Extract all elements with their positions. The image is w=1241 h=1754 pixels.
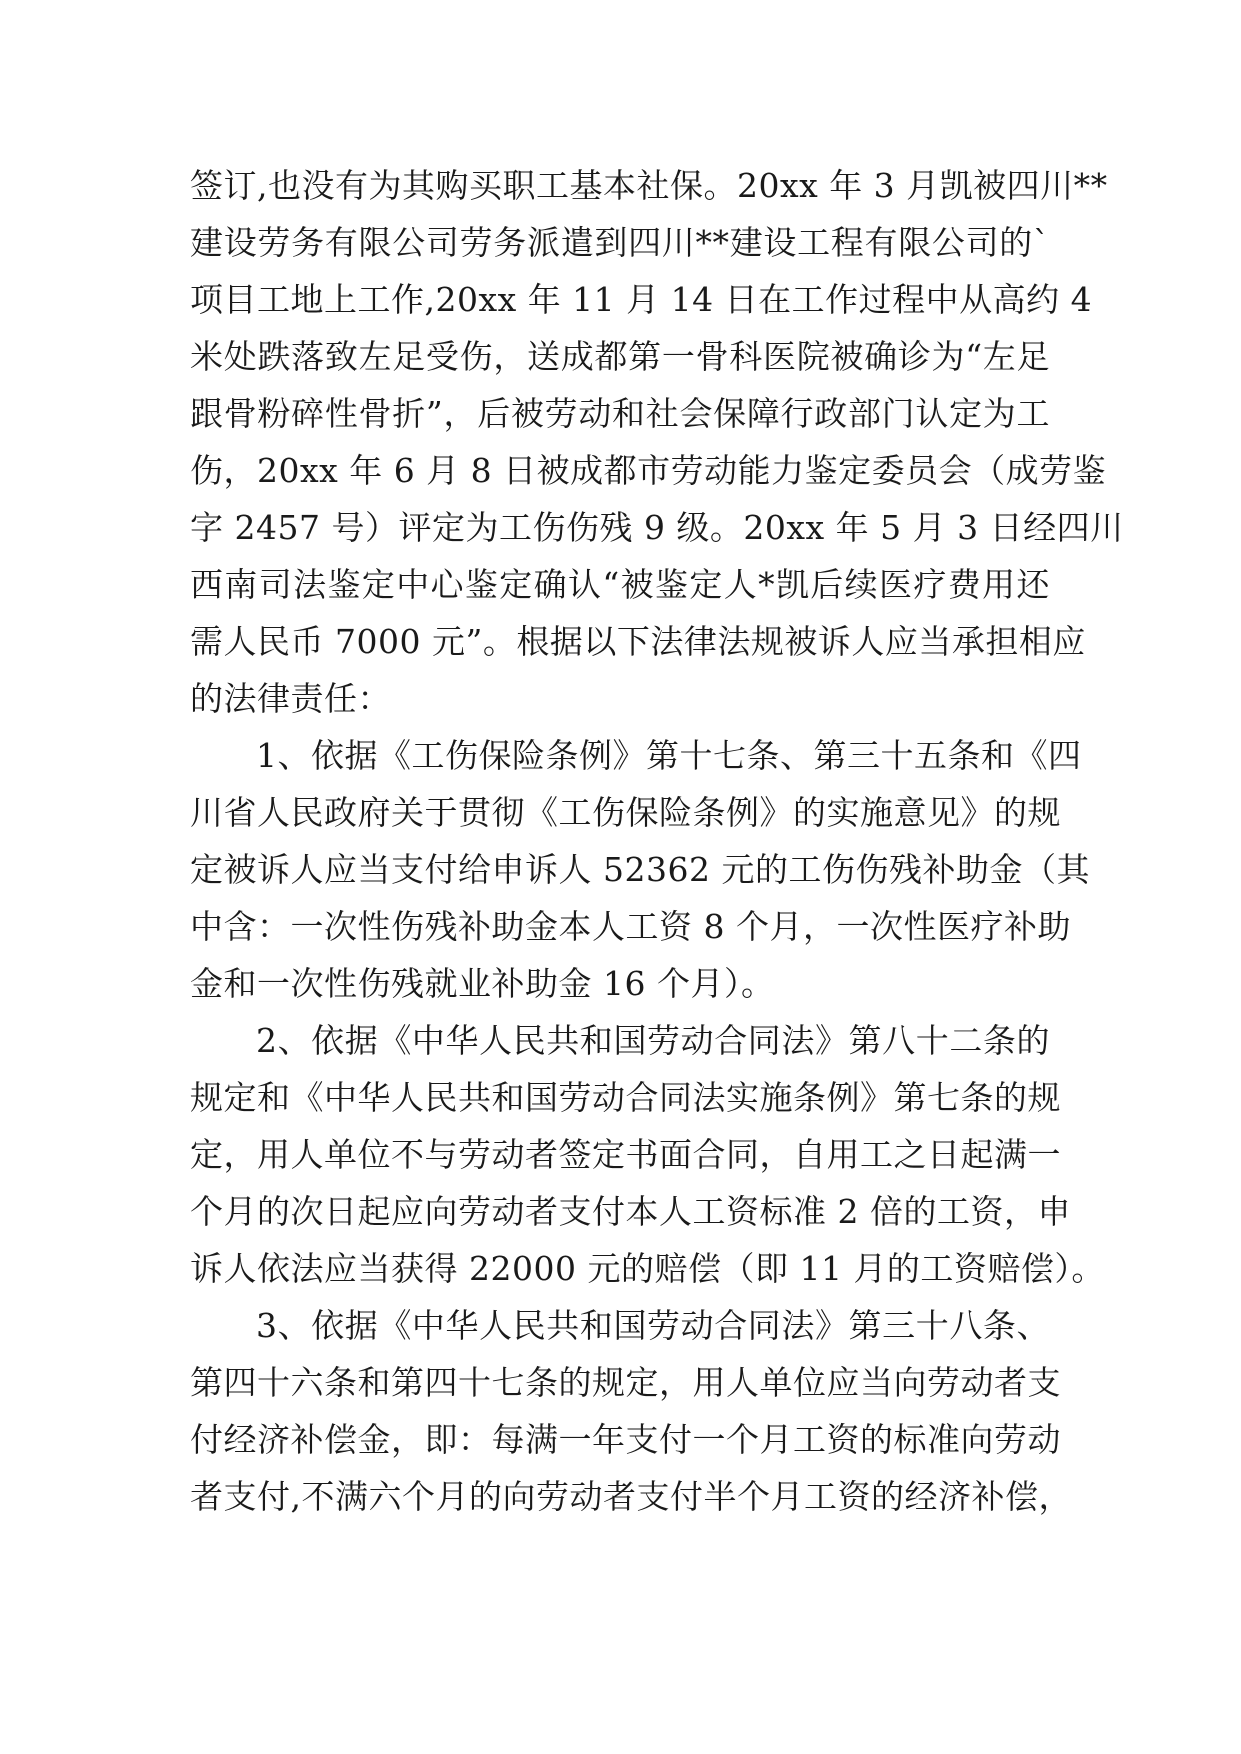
text-line: 金和一次性伤残就业补助金 16 个月）。 [190, 964, 775, 1003]
document-body [190, 157, 1124, 1525]
text-line: 付经济补偿金，即：每满一年支付一个月工资的标准向劳动 [190, 1420, 1061, 1459]
text-line: 定，用人单位不与劳动者签定书面合同，自用工之日起满一 [190, 1135, 1061, 1174]
paragraph-2-line: 2、依据《中华人民共和国劳动合同法》第八十二条的 [256, 1021, 1050, 1060]
text-line: 个月的次日起应向劳动者支付本人工资标准 2 倍的工资，申 [190, 1192, 1071, 1231]
text-line: 跟骨粉碎性骨折”，后被劳动和社会保障行政部门认定为工 [190, 394, 1050, 433]
text-line: 者支付,不满六个月的向劳动者支付半个月工资的经济补偿， [190, 1477, 1072, 1516]
text-line: 第四十六条和第四十七条的规定，用人单位应当向劳动者支 [190, 1363, 1061, 1402]
text-line: 字 2457 号）评定为工伤伤残 9 级。20xx 年 5 月 3 日经四川 [190, 508, 1124, 547]
text-line: 建设劳务有限公司劳务派遣到四川**建设工程有限公司的` [190, 223, 1050, 262]
text-line: 米处跌落致左足受伤，送成都第一骨科医院被确诊为“左足 [190, 337, 1050, 376]
text-line: 规定和《中华人民共和国劳动合同法实施条例》第七条的规 [190, 1078, 1061, 1117]
text-line: 定被诉人应当支付给申诉人 52362 元的工伤伤残补助金（其 [190, 850, 1090, 889]
text-line: 诉人依法应当获得 22000 元的赔偿（即 11 月的工资赔偿）。 [190, 1249, 1105, 1288]
text-line: 中含：一次性伤残补助金本人工资 8 个月，一次性医疗补助 [190, 907, 1071, 946]
text-line: 川省人民政府关于贯彻《工伤保险条例》的实施意见》的规 [190, 793, 1061, 832]
text-line: 签订,也没有为其购买职工基本社保。20xx 年 3 月凯被四川** [190, 166, 1108, 205]
text-line: 西南司法鉴定中心鉴定确认“被鉴定人*凯后续医疗费用还 [190, 565, 1050, 604]
paragraph-3-line: 3、依据《中华人民共和国劳动合同法》第三十八条、 [256, 1306, 1050, 1345]
text-line: 的法律责任： [190, 679, 391, 718]
text-line: 需人民币 7000 元”。根据以下法律法规被诉人应当承担相应 [190, 622, 1086, 661]
text-line: 伤，20xx 年 6 月 8 日被成都市劳动能力鉴定委员会（成劳鉴 [190, 451, 1107, 490]
paragraph-1-line: 1、依据《工伤保险条例》第十七条、第三十五条和《四 [256, 736, 1082, 775]
text-line: 项目工地上工作,20xx 年 11 月 14 日在工作过程中从高约 4 [190, 280, 1093, 319]
